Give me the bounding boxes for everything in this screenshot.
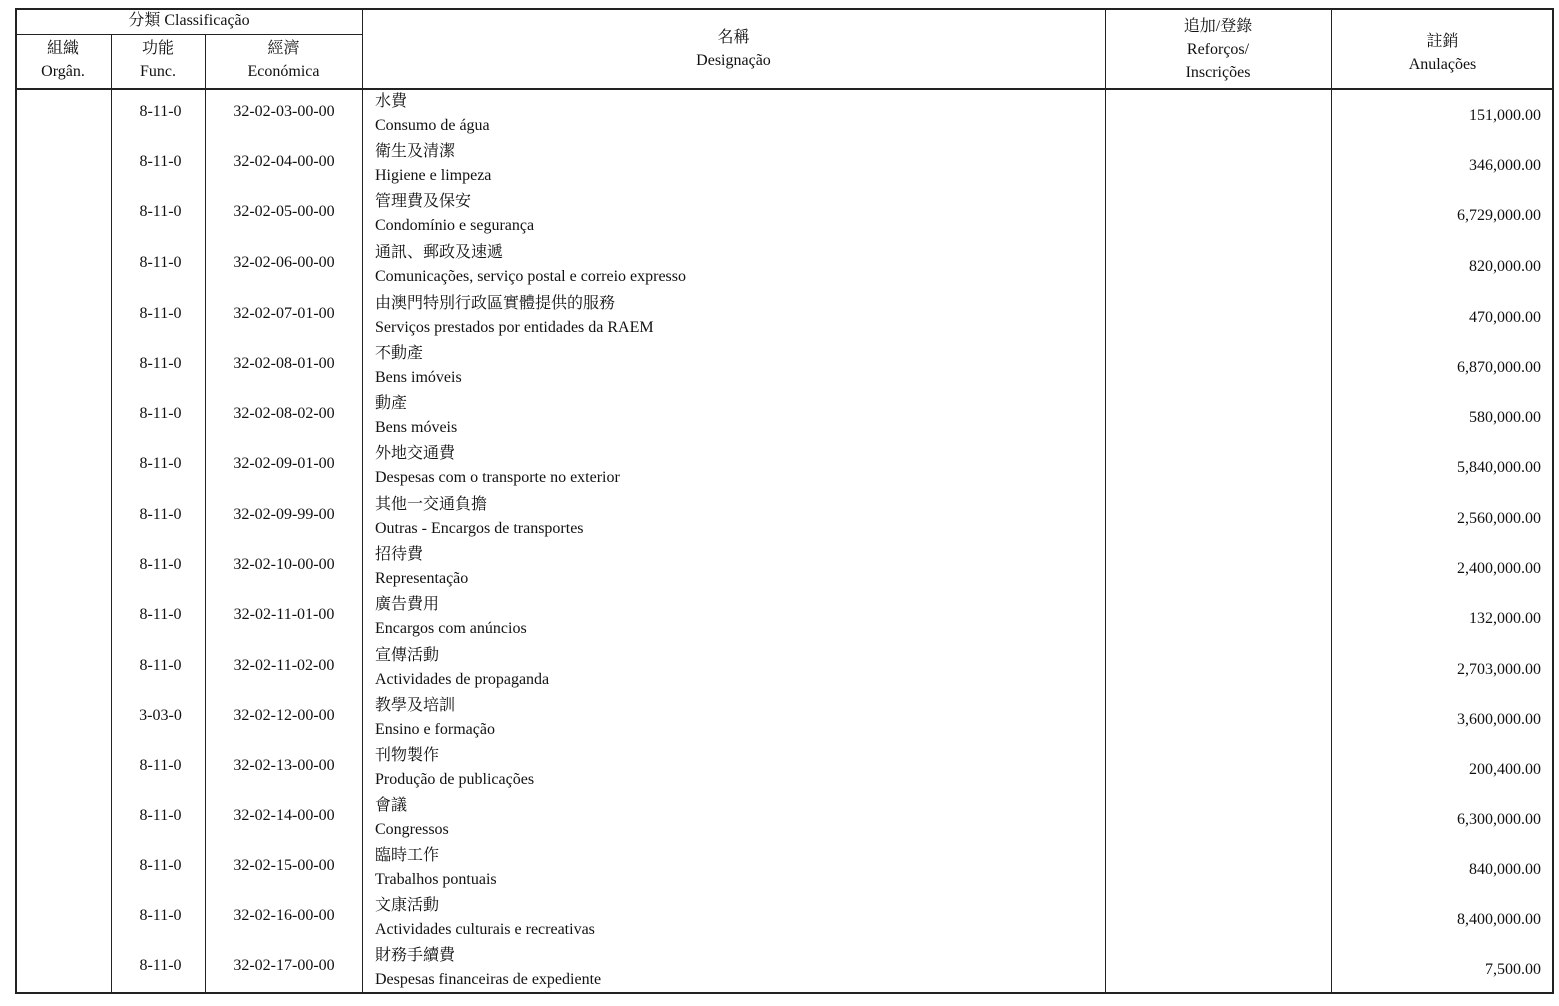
designation-pt: Despesas financeiras de expediente xyxy=(375,971,602,988)
designation xyxy=(375,392,1105,440)
header-econ-pt: Económica xyxy=(247,63,320,80)
designation-pt: Ensino e formação xyxy=(375,721,495,738)
header-annulments-zh: 註銷 xyxy=(1426,33,1459,50)
header-func-pt: Func. xyxy=(140,63,176,80)
table-row xyxy=(15,342,1554,392)
designation-pt: Consumo de água xyxy=(375,117,490,134)
econ-code: 32-02-08-02-00 xyxy=(233,405,335,422)
econ-code: 32-02-11-02-00 xyxy=(233,657,335,674)
designation xyxy=(375,493,1105,541)
econ-code: 32-02-09-99-00 xyxy=(233,506,335,523)
designation xyxy=(375,543,1105,591)
econ-code: 32-02-06-00-00 xyxy=(233,254,335,271)
designation-zh: 動產 xyxy=(375,395,408,412)
header-reinforcements-zh: 追加/登錄 xyxy=(1183,18,1253,35)
func-code: 8-11-0 xyxy=(139,506,182,523)
annulment-amount: 7,500.00 xyxy=(1485,961,1541,978)
header-designation-pt: Designação xyxy=(696,52,771,69)
designation xyxy=(375,593,1105,641)
designation-pt: Actividades de propaganda xyxy=(375,671,550,688)
designation-pt: Bens imóveis xyxy=(375,369,462,386)
econ-code: 32-02-05-00-00 xyxy=(233,203,335,220)
annulment-amount: 6,300,000.00 xyxy=(1457,811,1541,828)
table-row xyxy=(15,593,1554,643)
table-row xyxy=(15,90,1554,140)
designation-pt: Trabalhos pontuais xyxy=(375,871,497,888)
header-reinforcements-pt2: Inscrições xyxy=(1185,64,1251,81)
designation xyxy=(375,894,1105,942)
econ-code: 32-02-12-00-00 xyxy=(233,707,335,724)
table-row xyxy=(15,844,1554,894)
table-row xyxy=(15,392,1554,442)
designation-zh: 招待費 xyxy=(375,546,424,563)
func-code: 8-11-0 xyxy=(139,757,182,774)
annulment-amount: 346,000.00 xyxy=(1469,157,1541,174)
func-code: 8-11-0 xyxy=(139,657,182,674)
designation xyxy=(375,140,1105,188)
econ-code: 32-02-14-00-00 xyxy=(233,807,335,824)
designation xyxy=(375,694,1105,742)
designation xyxy=(375,90,1105,138)
table-row xyxy=(15,493,1554,543)
header-econ-zh: 經濟 xyxy=(267,40,300,57)
annulment-amount: 6,870,000.00 xyxy=(1457,359,1541,376)
designation-pt: Serviços prestados por entidades da RAEM xyxy=(375,319,654,336)
header-designation xyxy=(362,26,1105,72)
econ-code: 32-02-11-01-00 xyxy=(233,606,335,623)
designation-zh: 水費 xyxy=(375,93,408,110)
table-row xyxy=(15,744,1554,794)
annulment-amount: 470,000.00 xyxy=(1469,309,1541,326)
designation xyxy=(375,190,1105,238)
func-code: 8-11-0 xyxy=(139,203,182,220)
func-code: 3-03-0 xyxy=(139,707,182,724)
annulment-amount: 840,000.00 xyxy=(1469,861,1541,878)
table-row xyxy=(15,140,1554,190)
designation-zh: 教學及培訓 xyxy=(375,697,456,714)
func-code: 8-11-0 xyxy=(139,153,182,170)
annulment-amount: 200,400.00 xyxy=(1469,761,1541,778)
designation-pt: Congressos xyxy=(375,821,449,838)
header-annulments-pt: Anulações xyxy=(1408,56,1477,73)
table-row xyxy=(15,442,1554,492)
econ-code: 32-02-15-00-00 xyxy=(233,857,335,874)
func-code: 8-11-0 xyxy=(139,355,182,372)
designation-zh: 管理費及保安 xyxy=(375,193,472,210)
designation-pt: Higiene e limpeza xyxy=(375,167,492,184)
func-code: 8-11-0 xyxy=(139,606,182,623)
header-reinforcements xyxy=(1105,15,1331,84)
table-row xyxy=(15,241,1554,291)
table-row xyxy=(15,694,1554,744)
annulment-amount: 820,000.00 xyxy=(1469,258,1541,275)
annulment-amount: 2,703,000.00 xyxy=(1457,661,1541,678)
annulment-amount: 580,000.00 xyxy=(1469,409,1541,426)
func-code: 8-11-0 xyxy=(139,254,182,271)
designation-zh: 由澳門特別行政區實體提供的服務 xyxy=(375,295,616,312)
econ-code: 32-02-04-00-00 xyxy=(233,153,335,170)
annulment-amount: 3,600,000.00 xyxy=(1457,711,1541,728)
econ-code: 32-02-03-00-00 xyxy=(233,103,335,120)
designation xyxy=(375,442,1105,490)
table-row xyxy=(15,894,1554,944)
designation xyxy=(375,342,1105,390)
header-func xyxy=(111,37,205,83)
header-classification xyxy=(15,9,363,32)
designation-zh: 會議 xyxy=(375,797,408,814)
annulment-amount: 132,000.00 xyxy=(1469,610,1541,627)
econ-code: 32-02-17-00-00 xyxy=(233,957,335,974)
annulment-amount: 2,560,000.00 xyxy=(1457,510,1541,527)
designation-pt: Representação xyxy=(375,570,469,587)
func-code: 8-11-0 xyxy=(139,455,182,472)
annulment-amount: 8,400,000.00 xyxy=(1457,911,1541,928)
annulment-amount: 5,840,000.00 xyxy=(1457,459,1541,476)
econ-code: 32-02-07-01-00 xyxy=(233,305,335,322)
designation-pt: Produção de publicações xyxy=(375,771,535,788)
designation-zh: 不動產 xyxy=(375,345,424,362)
econ-code: 32-02-09-01-00 xyxy=(233,455,335,472)
designation-pt: Comunicações, serviço postal e correio expresso xyxy=(375,268,687,285)
table-row xyxy=(15,543,1554,593)
designation-zh: 廣告費用 xyxy=(375,596,440,613)
func-code: 8-11-0 xyxy=(139,907,182,924)
econ-code: 32-02-08-01-00 xyxy=(233,355,335,372)
designation-zh: 宣傳活動 xyxy=(375,647,440,664)
designation-zh: 臨時工作 xyxy=(375,847,440,864)
header-func-zh: 功能 xyxy=(141,40,174,57)
table-row xyxy=(15,292,1554,342)
table-row xyxy=(15,644,1554,694)
designation-pt: Actividades culturais e recreativas xyxy=(375,921,595,938)
func-code: 8-11-0 xyxy=(139,305,182,322)
designation-zh: 其他一交通負擔 xyxy=(375,496,488,513)
designation-zh: 通訊、郵政及速遞 xyxy=(375,244,504,261)
func-code: 8-11-0 xyxy=(139,807,182,824)
header-organ-zh: 組織 xyxy=(46,40,79,57)
func-code: 8-11-0 xyxy=(139,957,182,974)
header-annulments xyxy=(1331,30,1554,76)
table-row xyxy=(15,944,1554,994)
designation-zh: 外地交通費 xyxy=(375,445,456,462)
designation xyxy=(375,644,1105,692)
designation-pt: Condomínio e segurança xyxy=(375,217,535,234)
func-code: 8-11-0 xyxy=(139,405,182,422)
designation xyxy=(375,241,1105,289)
designation-zh: 衛生及清潔 xyxy=(375,143,456,160)
econ-code: 32-02-16-00-00 xyxy=(233,907,335,924)
annulment-amount: 2,400,000.00 xyxy=(1457,560,1541,577)
designation xyxy=(375,794,1105,842)
header-classification-label: 分類 Classificação xyxy=(128,12,250,29)
designation xyxy=(375,744,1105,792)
classification-underline xyxy=(15,34,363,35)
designation-zh: 刊物製作 xyxy=(375,747,440,764)
designation xyxy=(375,292,1105,340)
annulment-amount: 6,729,000.00 xyxy=(1457,207,1541,224)
header-designation-zh: 名稱 xyxy=(717,29,750,46)
header-organ-pt: Orgân. xyxy=(41,63,85,80)
func-code: 8-11-0 xyxy=(139,857,182,874)
annulment-amount: 151,000.00 xyxy=(1469,107,1541,124)
designation xyxy=(375,844,1105,892)
designation xyxy=(375,944,1105,992)
header-organ xyxy=(15,37,111,83)
designation-zh: 財務手續費 xyxy=(375,947,456,964)
designation-pt: Encargos com anúncios xyxy=(375,620,527,637)
header-econ xyxy=(205,37,362,83)
header-reinforcements-pt1: Reforços/ xyxy=(1186,41,1250,58)
func-code: 8-11-0 xyxy=(139,103,182,120)
designation-pt: Bens móveis xyxy=(375,419,458,436)
econ-code: 32-02-10-00-00 xyxy=(233,556,335,573)
func-code: 8-11-0 xyxy=(139,556,182,573)
designation-pt: Outras - Encargos de transportes xyxy=(375,520,584,537)
designation-pt: Despesas com o transporte no exterior xyxy=(375,469,620,486)
econ-code: 32-02-13-00-00 xyxy=(233,757,335,774)
table-row xyxy=(15,190,1554,240)
designation-zh: 文康活動 xyxy=(375,897,440,914)
table-row xyxy=(15,794,1554,844)
